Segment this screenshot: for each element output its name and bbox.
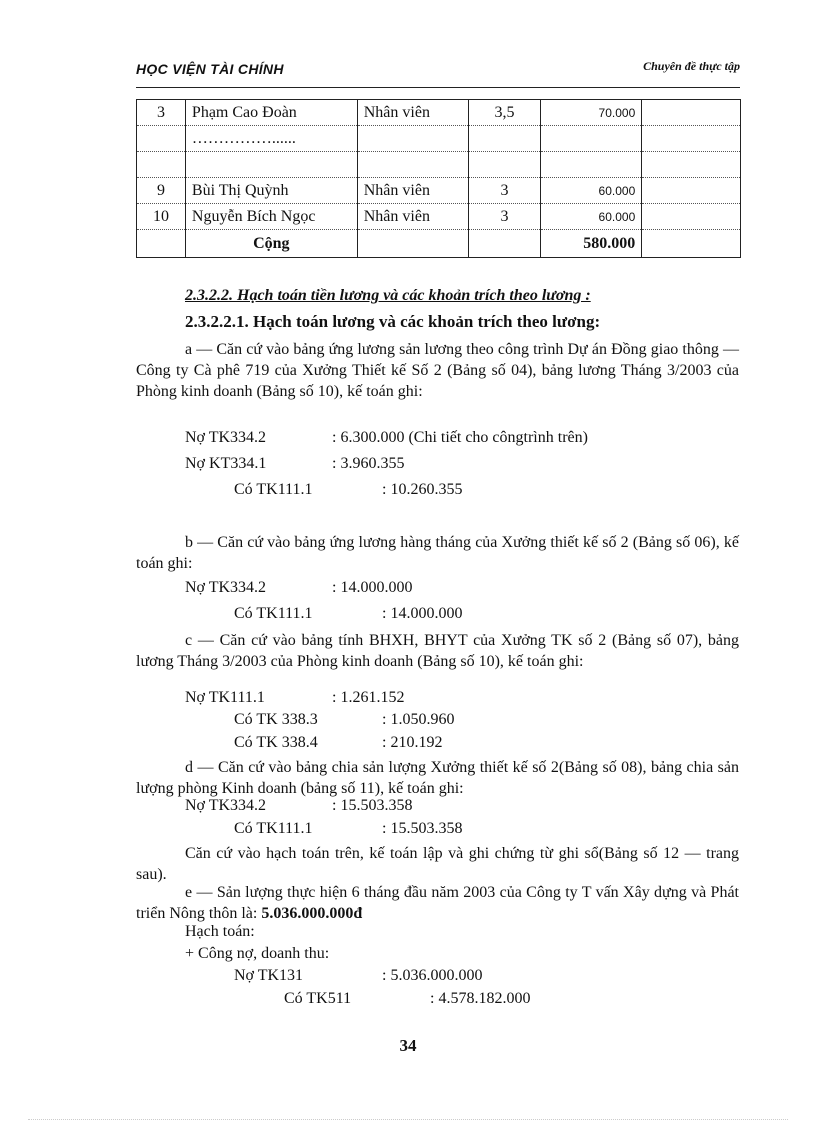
table-row — [137, 152, 741, 178]
header-document-type: Chuyên đề thực tập — [643, 59, 740, 73]
table-cell-role: Nhân viên — [357, 204, 468, 230]
paragraph-ledger-note: Căn cứ vào hạch toán trên, kế toán lập và ghi chứng từ ghi sổ(Bảng số 12 — trang sau). — [136, 845, 739, 883]
entry-value: : 15.503.358 — [332, 797, 413, 814]
entry-label: Nợ TK334.2 — [185, 429, 267, 446]
entry-label: Nợ KT334.1 — [185, 455, 267, 472]
entry-value: : 14.000.000 — [332, 579, 413, 596]
cong-no-label: + Công nợ, doanh thu: — [185, 945, 330, 962]
page-bottom-border — [28, 1119, 788, 1120]
table-row — [137, 126, 741, 152]
paragraph-e-amount: 5.036.000.000đ — [261, 905, 363, 922]
table-cell-note — [642, 100, 741, 126]
table-cell-note — [642, 178, 741, 204]
entry-value: : 10.260.355 — [382, 481, 463, 498]
table-cell-amount: 60.000 — [541, 178, 642, 204]
table-cell-amount — [541, 152, 642, 178]
paragraph-b: b — Căn cứ vào bảng ứng lương hàng tháng của Xưởng thiết kế số 2 (Bảng số 06), kế toán ghi: — [136, 534, 739, 572]
table-cell-coef — [468, 152, 541, 178]
table-cell-stt: 3 — [137, 100, 186, 126]
table-cell-name: ……………...... — [185, 126, 357, 152]
header-divider — [136, 87, 740, 88]
table-cell-role — [357, 152, 468, 178]
table-cell-note — [642, 126, 741, 152]
table-cell-note — [642, 204, 741, 230]
table-cell-role: Nhân viên — [357, 100, 468, 126]
entry-label: Nợ TK334.2 — [185, 797, 267, 814]
entry-value: : 6.300.000 (Chi tiết cho côngtrình trên) — [332, 429, 588, 446]
entry-label: Có TK111.1 — [234, 605, 313, 622]
entry-label: Có TK111.1 — [234, 481, 313, 498]
table-row — [137, 100, 741, 126]
section-title: 2.3.2.2. Hạch toán tiền lương và các khoản trích theo lương : — [185, 287, 591, 304]
entry-label: Có TK 338.4 — [234, 734, 318, 751]
table-cell-coef: 3 — [468, 204, 541, 230]
table-row — [137, 204, 741, 230]
entry-value: : 1.050.960 — [382, 711, 455, 728]
table-cell-note — [642, 230, 741, 258]
paragraph-e — [136, 882, 739, 924]
entry-value: : 3.960.355 — [332, 455, 405, 472]
entry-label: Nợ TK334.2 — [185, 579, 267, 596]
entry-label: Nợ TK131 — [234, 967, 304, 984]
entry-value: : 14.000.000 — [382, 605, 463, 622]
entry-label: Nợ TK111.1 — [185, 689, 265, 706]
paragraph-e-text: e — Sản lượng thực hiện 6 tháng đầu năm 2003 của Công ty T vấn Xây dựng và Phát triển Nông thôn là: — [136, 884, 739, 922]
table-cell-coef: 3 — [468, 178, 541, 204]
hach-toan-label: Hạch toán: — [185, 923, 255, 940]
table-total-amount: 580.000 — [541, 230, 642, 258]
table-cell-name: Nguyễn Bích Ngọc — [185, 204, 357, 230]
entry-label: Có TK111.1 — [234, 820, 313, 837]
table-cell-name: Bùi Thị Quỳnh — [185, 178, 357, 204]
header-institution: HỌC VIỆN TÀI CHÍNH — [136, 61, 284, 77]
entry-label: Có TK 338.3 — [234, 711, 318, 728]
table-cell-role — [357, 126, 468, 152]
table-cell-stt — [137, 126, 186, 152]
paragraph-c: c — Căn cứ vào bảng tính BHXH, BHYT của Xưởng TK số 2 (Bảng số 07), bảng lương Tháng 3/2003 của Phòng kinh doanh (Bảng số 10), kế toán ghi: — [136, 632, 739, 670]
table-cell-stt: 10 — [137, 204, 186, 230]
subsection-title: 2.3.2.2.1. Hạch toán lương và các khoản trích theo lương: — [185, 312, 601, 331]
entry-value: : 210.192 — [382, 734, 443, 751]
table-cell-name: Phạm Cao Đoàn — [185, 100, 357, 126]
entry-value: : 5.036.000.000 — [382, 967, 483, 984]
table-cell-coef — [468, 230, 541, 258]
salary-table — [136, 99, 741, 258]
page-number: 34 — [399, 1036, 417, 1055]
table-cell-coef: 3,5 — [468, 100, 541, 126]
paragraph-d: d — Căn cứ vào bảng chia sản lượng Xưởng thiết kế số 2(Bảng số 08), bảng chia sản lượng phòng Kinh doanh (bảng số 11), kế toán ghi: — [136, 759, 739, 797]
table-cell-stt — [137, 152, 186, 178]
table-cell-stt — [137, 230, 186, 258]
table-cell-name — [185, 152, 357, 178]
paragraph-a: a — Căn cứ vào bảng ứng lương sản lương theo công trình Dự án Đồng giao thông — Công ty Cà phê 719 của Xưởng Thiết kế Số 2 (Bảng số 04), bảng lương Tháng 3/2003 của Phòng kinh doanh (Bảng số 10), kế toán ghi: — [136, 341, 739, 400]
table-row — [137, 178, 741, 204]
table-total-label: Cộng — [185, 230, 357, 258]
table-cell-stt: 9 — [137, 178, 186, 204]
table-cell-amount: 60.000 — [541, 204, 642, 230]
table-cell-coef — [468, 126, 541, 152]
entry-value: : 4.578.182.000 — [430, 990, 531, 1007]
entry-label: Có TK511 — [284, 990, 352, 1007]
table-total-row — [137, 230, 741, 258]
table-cell-amount: 70.000 — [541, 100, 642, 126]
table-cell-role: Nhân viên — [357, 178, 468, 204]
table-cell-amount — [541, 126, 642, 152]
table-cell-role — [357, 230, 468, 258]
entry-value: : 15.503.358 — [382, 820, 463, 837]
table-cell-note — [642, 152, 741, 178]
entry-value: : 1.261.152 — [332, 689, 405, 706]
